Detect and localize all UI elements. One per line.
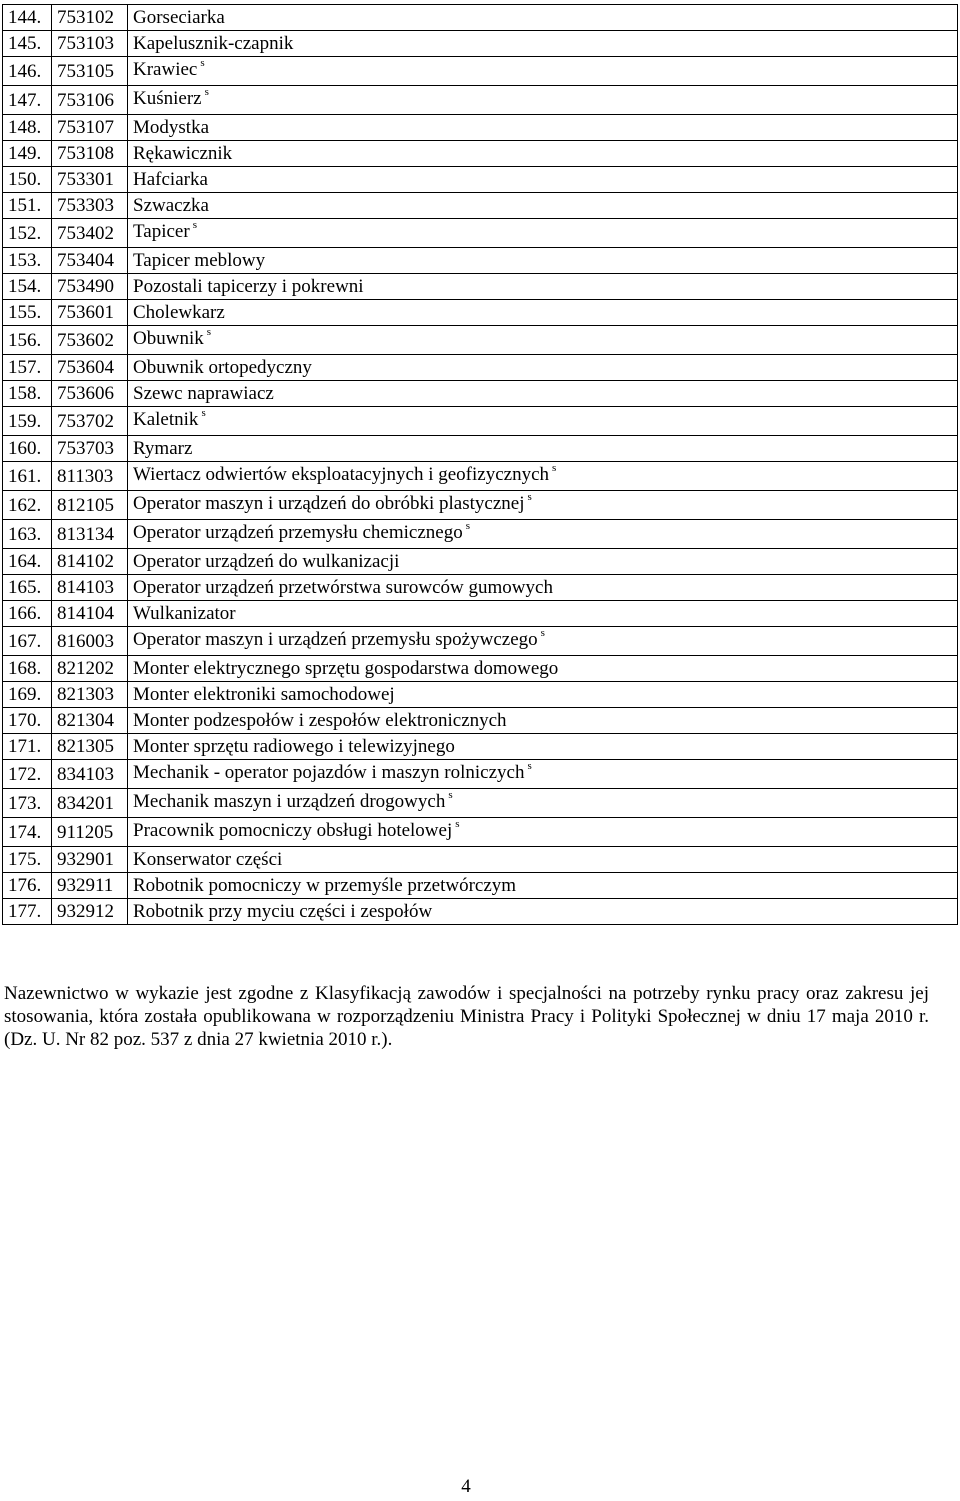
row-number: 146. (3, 57, 52, 86)
occupation-name-cell (128, 462, 958, 491)
table-row (3, 734, 958, 760)
occupation-code: 753106 (52, 86, 128, 115)
row-number: 148. (3, 115, 52, 141)
occupation-name-cell (128, 656, 958, 682)
table-row (3, 656, 958, 682)
occupation-name: Szewc naprawiacz (133, 383, 274, 404)
occupation-name: Kuśnierz (133, 88, 202, 109)
occupation-code: 753702 (52, 407, 128, 436)
occupation-code: 814102 (52, 549, 128, 575)
row-number: 175. (3, 847, 52, 873)
occupation-name-cell (128, 141, 958, 167)
occupation-code: 753490 (52, 274, 128, 300)
occupation-name: Obuwnik (133, 328, 204, 349)
occupation-code: 834103 (52, 760, 128, 789)
occupation-code: 753402 (52, 219, 128, 248)
occupation-code: 811303 (52, 462, 128, 491)
occupation-name-cell (128, 575, 958, 601)
occupation-name: Obuwnik ortopedyczny (133, 357, 312, 378)
occupation-code: 821305 (52, 734, 128, 760)
occupation-name: Mechanik - operator pojazdów i maszyn rolniczych (133, 762, 525, 783)
occupation-name: Konserwator części (133, 849, 283, 870)
occupation-code: 816003 (52, 627, 128, 656)
occupation-name-cell (128, 381, 958, 407)
row-number: 163. (3, 520, 52, 549)
occupation-code: 753602 (52, 326, 128, 355)
row-number: 144. (3, 5, 52, 31)
table-row (3, 381, 958, 407)
table-row (3, 682, 958, 708)
occupation-code: 753102 (52, 5, 128, 31)
occupation-name-cell (128, 789, 958, 818)
table-row (3, 899, 958, 925)
table-row (3, 520, 958, 549)
occupation-name-cell (128, 682, 958, 708)
occupation-name-cell (128, 355, 958, 381)
occupation-name: Monter elektrycznego sprzętu gospodarstwa domowego (133, 658, 559, 679)
table-row (3, 193, 958, 219)
occupation-name: Tapicer (133, 221, 190, 242)
row-number: 150. (3, 167, 52, 193)
occupation-name-cell (128, 86, 958, 115)
occupation-name-cell (128, 549, 958, 575)
occupation-name-cell (128, 760, 958, 789)
occupation-code: 753107 (52, 115, 128, 141)
occupation-name: Kapelusznik-czapnik (133, 33, 294, 54)
occupation-name-cell (128, 708, 958, 734)
footnote-text: Nazewnictwo w wykazie jest zgodne z Klasyfikacją zawodów i specjalności na potrzeby rynku pracy oraz zakresu jej stosowania, która została opublikowana w rozporządzeniu Ministra Pracy i Polityki Społecznej w dniu 17 maja 2010 r. (Dz. U. Nr 82 poz. 537 z dnia 27 kwietnia 2010 r.). (4, 983, 929, 1050)
table-row (3, 57, 958, 86)
page-number: 4 (461, 1476, 471, 1497)
occupation-name: Wulkanizator (133, 603, 236, 624)
occupation-name-cell (128, 873, 958, 899)
row-number: 160. (3, 436, 52, 462)
occupation-name-cell (128, 436, 958, 462)
row-number: 149. (3, 141, 52, 167)
occupation-name-cell (128, 491, 958, 520)
occupation-name: Kaletnik (133, 409, 199, 430)
occupation-code: 753703 (52, 436, 128, 462)
occupation-code: 753606 (52, 381, 128, 407)
table-row (3, 708, 958, 734)
superscript-marker: s (552, 462, 557, 474)
occupation-code: 753404 (52, 248, 128, 274)
superscript-marker: s (201, 407, 206, 419)
occupation-name-cell (128, 326, 958, 355)
row-number: 174. (3, 818, 52, 847)
table-row (3, 575, 958, 601)
occupation-name-cell (128, 193, 958, 219)
row-number: 151. (3, 193, 52, 219)
occupation-name-cell (128, 734, 958, 760)
table-row (3, 219, 958, 248)
table-row (3, 248, 958, 274)
occupation-name: Operator urządzeń do wulkanizacji (133, 551, 400, 572)
occupation-table (2, 4, 958, 925)
occupation-name-cell (128, 5, 958, 31)
superscript-marker: s (204, 86, 209, 98)
superscript-marker: s (527, 760, 532, 772)
occupation-code: 932901 (52, 847, 128, 873)
table-row (3, 873, 958, 899)
occupation-name-cell (128, 300, 958, 326)
occupation-name-cell (128, 601, 958, 627)
occupation-code: 812105 (52, 491, 128, 520)
occupation-code: 753601 (52, 300, 128, 326)
occupation-name: Operator maszyn i urządzeń przemysłu spożywczego (133, 629, 538, 650)
occupation-code: 932912 (52, 899, 128, 925)
row-number: 164. (3, 549, 52, 575)
row-number: 153. (3, 248, 52, 274)
superscript-marker: s (540, 627, 545, 639)
table-row (3, 167, 958, 193)
occupation-name-cell (128, 219, 958, 248)
row-number: 177. (3, 899, 52, 925)
table-row (3, 300, 958, 326)
occupation-name-cell (128, 115, 958, 141)
occupation-name: Robotnik pomocniczy w przemyśle przetwórczym (133, 875, 517, 896)
row-number: 145. (3, 31, 52, 57)
table-row (3, 274, 958, 300)
row-number: 176. (3, 873, 52, 899)
row-number: 166. (3, 601, 52, 627)
table-row (3, 115, 958, 141)
occupation-code: 814104 (52, 601, 128, 627)
occupation-name-cell (128, 847, 958, 873)
table-row (3, 549, 958, 575)
table-row (3, 627, 958, 656)
occupation-name-cell (128, 57, 958, 86)
table-row (3, 31, 958, 57)
table-row (3, 355, 958, 381)
occupation-name: Operator urządzeń przemysłu chemicznego (133, 522, 463, 543)
occupation-code: 753105 (52, 57, 128, 86)
superscript-marker: s (455, 818, 460, 830)
superscript-marker: s (192, 219, 197, 231)
row-number: 168. (3, 656, 52, 682)
occupation-name: Robotnik przy myciu części i zespołów (133, 901, 433, 922)
occupation-name: Pozostali tapicerzy i pokrewni (133, 276, 364, 297)
occupation-code: 814103 (52, 575, 128, 601)
row-number: 159. (3, 407, 52, 436)
row-number: 157. (3, 355, 52, 381)
table-row (3, 847, 958, 873)
superscript-marker: s (527, 491, 532, 503)
occupation-name-cell (128, 31, 958, 57)
occupation-name: Tapicer meblowy (133, 250, 266, 271)
occupation-name: Mechanik maszyn i urządzeń drogowych (133, 791, 446, 812)
occupation-name-cell (128, 627, 958, 656)
row-number: 165. (3, 575, 52, 601)
occupation-name: Pracownik pomocniczy obsługi hotelowej (133, 820, 453, 841)
occupation-name-cell (128, 274, 958, 300)
occupation-name: Monter podzespołów i zespołów elektronicznych (133, 710, 507, 731)
row-number: 152. (3, 219, 52, 248)
occupation-code: 932911 (52, 873, 128, 899)
table-row (3, 818, 958, 847)
occupation-code: 753108 (52, 141, 128, 167)
row-number: 170. (3, 708, 52, 734)
row-number: 167. (3, 627, 52, 656)
occupation-name-cell (128, 520, 958, 549)
table-row (3, 462, 958, 491)
row-number: 169. (3, 682, 52, 708)
table-row (3, 86, 958, 115)
superscript-marker: s (200, 57, 205, 69)
occupation-code: 834201 (52, 789, 128, 818)
occupation-name: Gorseciarka (133, 7, 225, 28)
occupation-code: 753303 (52, 193, 128, 219)
row-number: 158. (3, 381, 52, 407)
occupation-name: Monter sprzętu radiowego i telewizyjnego (133, 736, 455, 757)
superscript-marker: s (448, 789, 453, 801)
occupation-code: 753604 (52, 355, 128, 381)
occupation-name: Szwaczka (133, 195, 209, 216)
occupation-name: Modystka (133, 117, 209, 138)
occupation-name-cell (128, 899, 958, 925)
occupation-name-cell (128, 248, 958, 274)
row-number: 154. (3, 274, 52, 300)
superscript-marker: s (206, 326, 212, 338)
occupation-name-cell (128, 167, 958, 193)
occupation-name: Monter elektroniki samochodowej (133, 684, 395, 705)
occupation-name: Rękawicznik (133, 143, 233, 164)
occupation-name: Krawiec (133, 59, 198, 80)
row-number: 156. (3, 326, 52, 355)
row-number: 147. (3, 86, 52, 115)
table-row (3, 789, 958, 818)
occupation-name: Rymarz (133, 438, 193, 459)
superscript-marker: s (465, 520, 470, 532)
row-number: 155. (3, 300, 52, 326)
table-row (3, 5, 958, 31)
table-row (3, 407, 958, 436)
row-number: 171. (3, 734, 52, 760)
occupation-name: Operator urządzeń przetwórstwa surowców gumowych (133, 577, 553, 598)
table-row (3, 436, 958, 462)
occupation-code: 821202 (52, 656, 128, 682)
row-number: 162. (3, 491, 52, 520)
occupation-name: Operator maszyn i urządzeń do obróbki plastycznej (133, 493, 525, 514)
occupation-name: Hafciarka (133, 169, 208, 190)
table-row (3, 760, 958, 789)
table-row (3, 491, 958, 520)
occupation-table-body (3, 5, 958, 925)
table-row (3, 141, 958, 167)
row-number: 173. (3, 789, 52, 818)
row-number: 172. (3, 760, 52, 789)
occupation-code: 821303 (52, 682, 128, 708)
occupation-name-cell (128, 818, 958, 847)
occupation-name: Cholewkarz (133, 302, 225, 323)
occupation-name-cell (128, 407, 958, 436)
occupation-code: 911205 (52, 818, 128, 847)
occupation-code: 753301 (52, 167, 128, 193)
row-number: 161. (3, 462, 52, 491)
occupation-code: 753103 (52, 31, 128, 57)
occupation-code: 821304 (52, 708, 128, 734)
table-row (3, 601, 958, 627)
occupation-name: Wiertacz odwiertów eksploatacyjnych i geofizycznych (133, 464, 549, 485)
table-row (3, 326, 958, 355)
occupation-code: 813134 (52, 520, 128, 549)
